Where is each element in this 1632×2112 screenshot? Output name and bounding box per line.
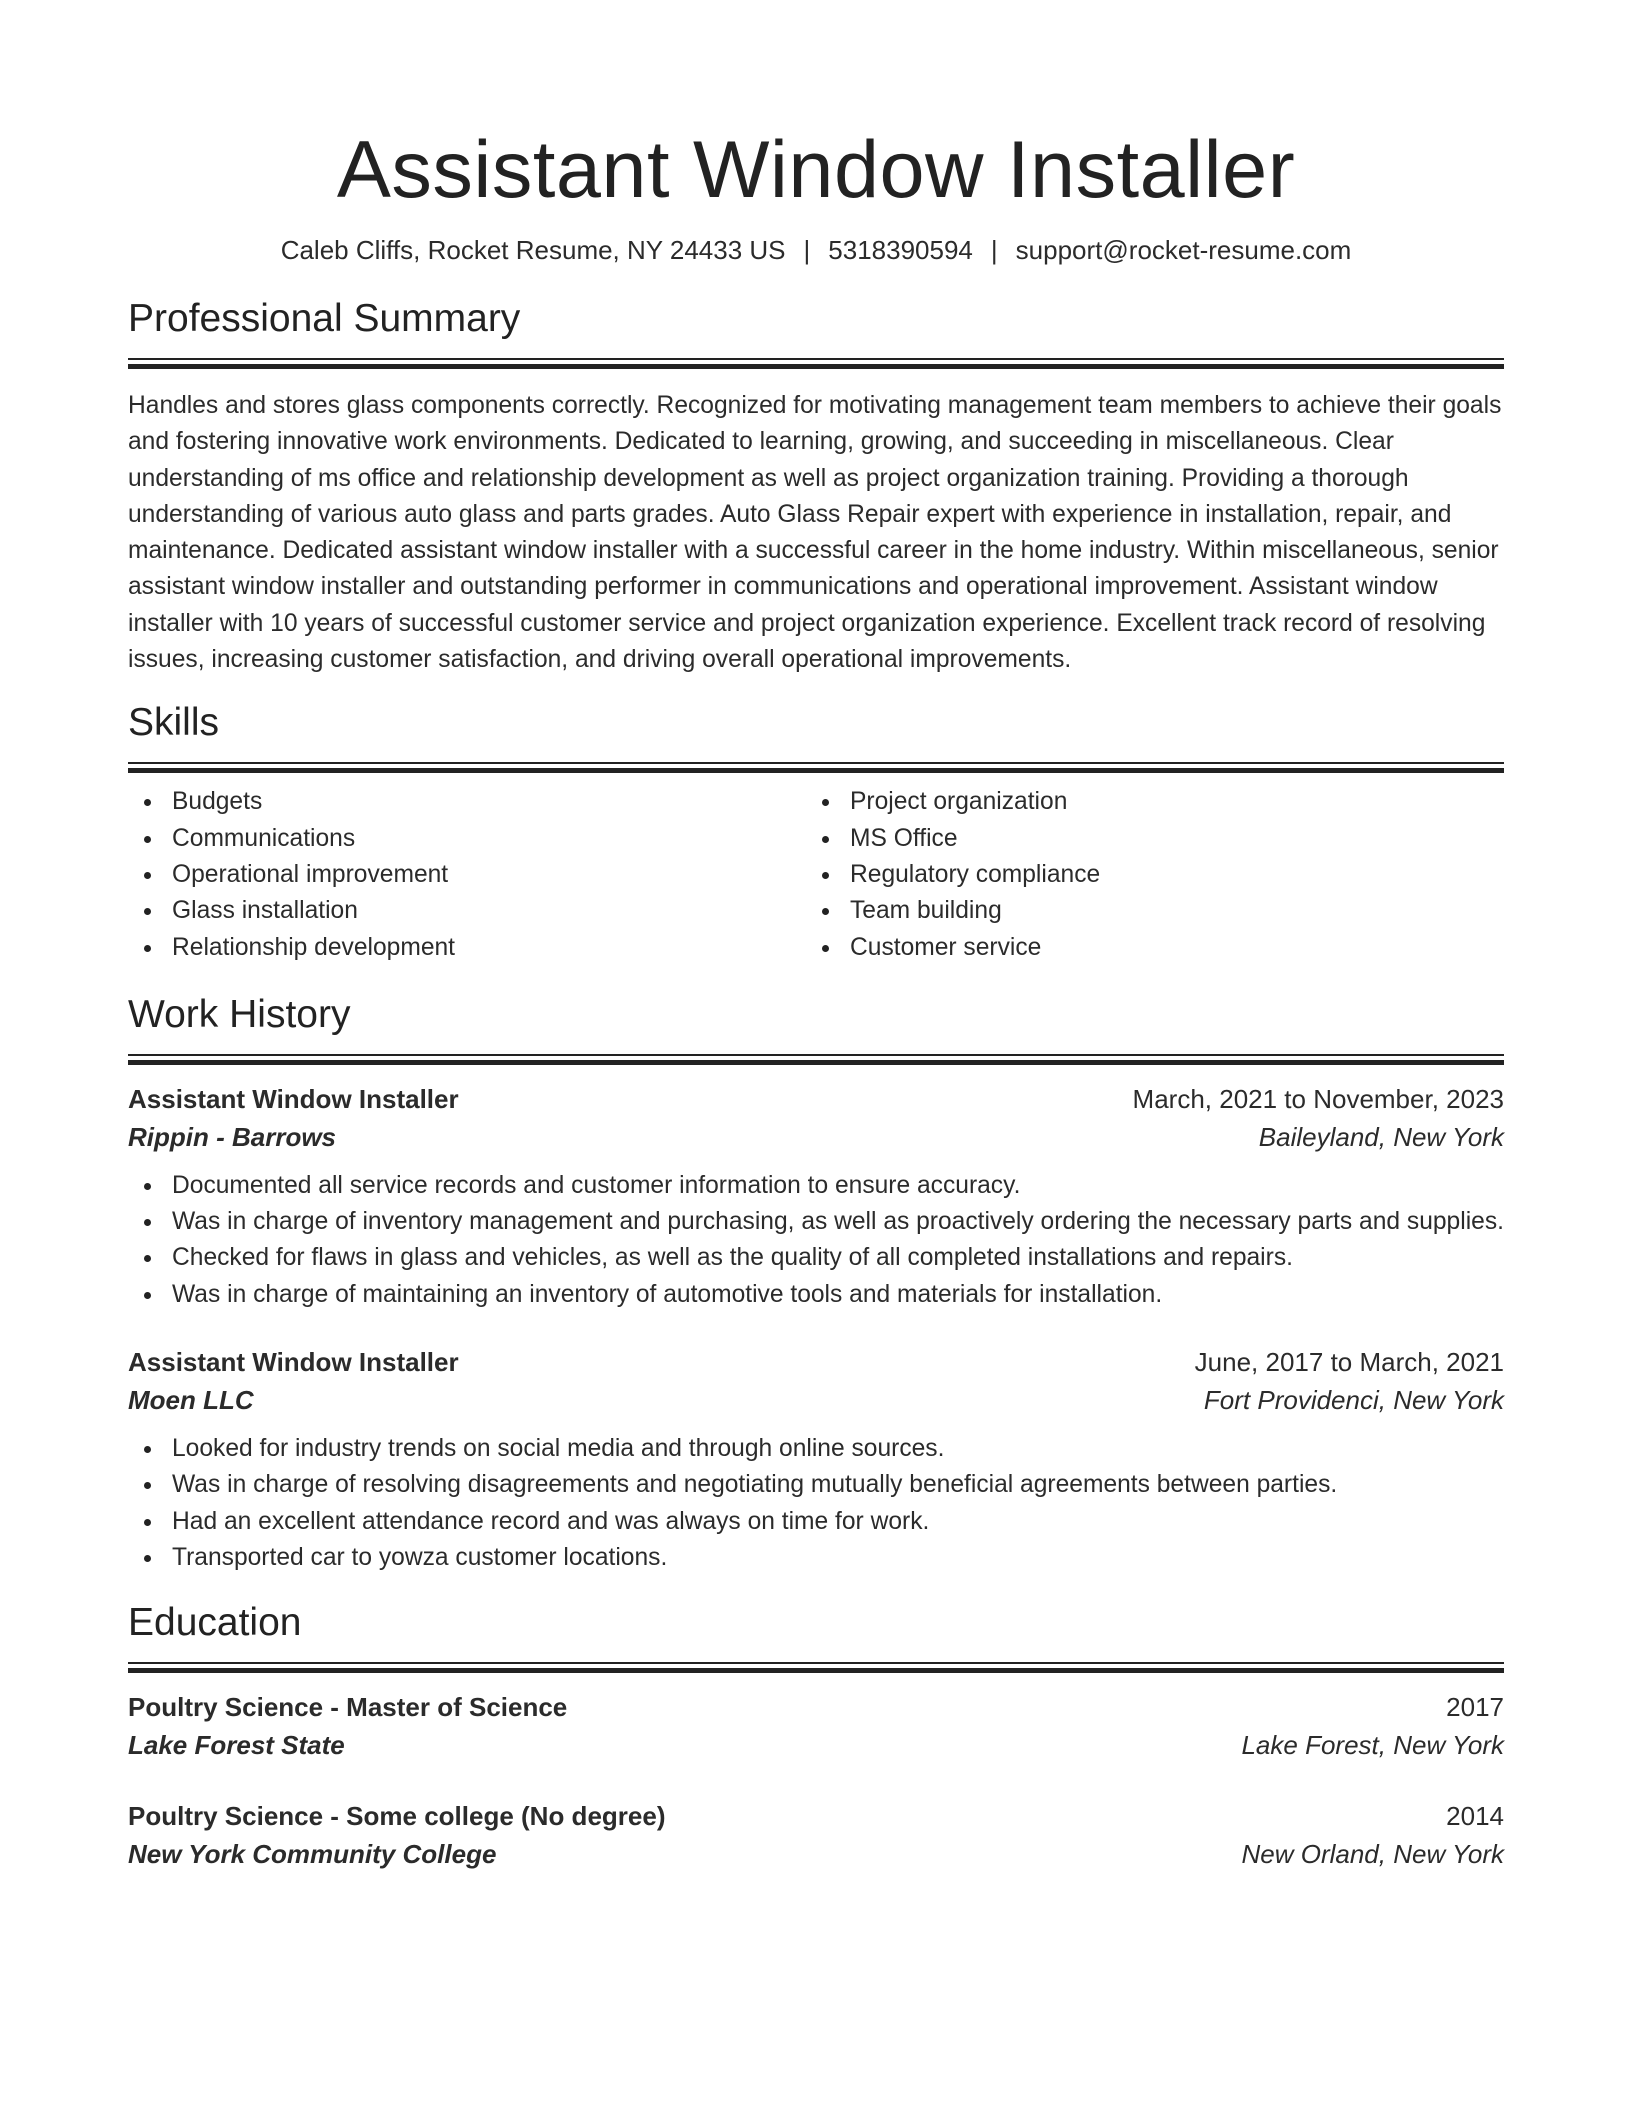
section-title-skills: Skills	[128, 701, 220, 745]
job-header	[128, 1343, 1504, 1381]
skill-item: Team building	[806, 893, 1484, 929]
education-location: Lake Forest, New York	[1241, 1730, 1504, 1761]
contact-email: support@rocket-resume.com	[1015, 235, 1352, 265]
job-bullet: Was in charge of resolving disagreements and negotiating mutually beneficial agreements between parties.	[128, 1467, 1504, 1503]
section-divider	[128, 358, 1504, 368]
job-bullet: Documented all service records and customer information to ensure accuracy.	[128, 1168, 1504, 1204]
education-location: New Orland, New York	[1241, 1839, 1504, 1870]
contact-phone: 5318390594	[828, 235, 973, 265]
job-bullet: Had an excellent attendance record and was always on time for work.	[128, 1504, 1504, 1540]
section-title-summary: Professional Summary	[128, 297, 521, 340]
job-dates: June, 2017 to March, 2021	[1194, 1347, 1504, 1378]
education-section	[128, 1598, 1504, 1873]
education-degree: Poultry Science - Master of Science	[128, 1692, 568, 1723]
job-title: Assistant Window Installer	[128, 1083, 459, 1114]
contact-line	[128, 232, 1504, 268]
job-location: Baileyland, New York	[1258, 1121, 1504, 1152]
education-school: Lake Forest State	[128, 1730, 345, 1761]
job-bullets	[128, 1431, 1504, 1576]
education-year: 2014	[1446, 1801, 1504, 1832]
job-company: Moen LLC	[128, 1385, 254, 1416]
education-subheader	[128, 1726, 1504, 1764]
section-divider	[128, 1054, 1504, 1064]
contact-address: Caleb Cliffs, Rocket Resume, NY 24433 US	[280, 235, 786, 265]
education-header	[128, 1797, 1504, 1835]
skill-item: Glass installation	[128, 893, 806, 929]
education-year: 2017	[1446, 1692, 1504, 1723]
skills-columns	[128, 784, 1504, 965]
skills-section	[128, 698, 1504, 965]
job-entry	[128, 1343, 1504, 1576]
education-entry	[128, 1688, 1504, 1764]
education-entry	[128, 1797, 1504, 1873]
job-bullet: Was in charge of maintaining an inventory of automotive tools and materials for installation.	[128, 1277, 1504, 1313]
education-subheader	[128, 1835, 1504, 1873]
skills-list-right	[806, 784, 1484, 965]
job-bullets	[128, 1168, 1504, 1313]
job-location: Fort Providenci, New York	[1203, 1385, 1504, 1416]
education-header	[128, 1688, 1504, 1726]
section-title-work: Work History	[128, 992, 351, 1036]
summary-text: Handles and stores glass components correctly. Recognized for motivating management team members to achieve their goals and fostering innovative work environments. Dedicated to learning, growing, and succeeding in miscellaneous. Clear understanding of ms office and relationship development as well as project organization training. Providing a thorough understanding of various auto glass and parts grades. Auto Glass Repair expert with experience in installation, repair, and maintenance. Dedicated assistant window installer with a successful career in the home industry. Within miscellaneous, senior assistant window installer and outstanding performer in communications and operational improvement. Assistant window installer with 10 years of successful customer service and project organization experience. Excellent track record of resolving issues, increasing customer satisfaction, and driving overall operational improvements.	[128, 392, 1502, 674]
job-header	[128, 1080, 1504, 1118]
section-title-education: Education	[128, 1601, 302, 1645]
job-bullet: Was in charge of inventory management and purchasing, as well as proactively ordering the necessary parts and supplies.	[128, 1204, 1504, 1240]
contact-separator: |	[990, 235, 998, 265]
skill-item: Budgets	[128, 784, 806, 820]
skill-item: Relationship development	[128, 930, 806, 966]
job-entry	[128, 1080, 1504, 1313]
skill-item: Regulatory compliance	[806, 857, 1484, 893]
skill-item: Operational improvement	[128, 857, 806, 893]
skill-item: Communications	[128, 821, 806, 857]
education-degree: Poultry Science - Some college (No degree)	[128, 1801, 666, 1832]
job-bullet: Looked for industry trends on social media and through online sources.	[128, 1431, 1504, 1467]
section-divider	[128, 762, 1504, 772]
job-subheader	[128, 1381, 1504, 1419]
job-company: Rippin - Barrows	[128, 1121, 337, 1152]
job-dates: March, 2021 to November, 2023	[1132, 1083, 1504, 1114]
job-bullet: Checked for flaws in glass and vehicles, as well as the quality of all completed installations and repairs.	[128, 1240, 1504, 1276]
resume-name: Assistant Window Installer	[336, 125, 1296, 215]
skill-item: MS Office	[806, 821, 1484, 857]
education-school: New York Community College	[128, 1839, 497, 1870]
skills-list-left	[128, 784, 806, 965]
resume-page	[128, 0, 1504, 1873]
skill-item: Project organization	[806, 784, 1484, 820]
contact-separator: |	[803, 235, 811, 265]
job-subheader	[128, 1118, 1504, 1156]
job-title: Assistant Window Installer	[128, 1347, 459, 1378]
work-history-section	[128, 990, 1504, 1576]
skill-item: Customer service	[806, 930, 1484, 966]
job-bullet: Transported car to yowza customer locations.	[128, 1540, 1504, 1576]
section-divider	[128, 1662, 1504, 1672]
summary-section	[128, 294, 1504, 678]
